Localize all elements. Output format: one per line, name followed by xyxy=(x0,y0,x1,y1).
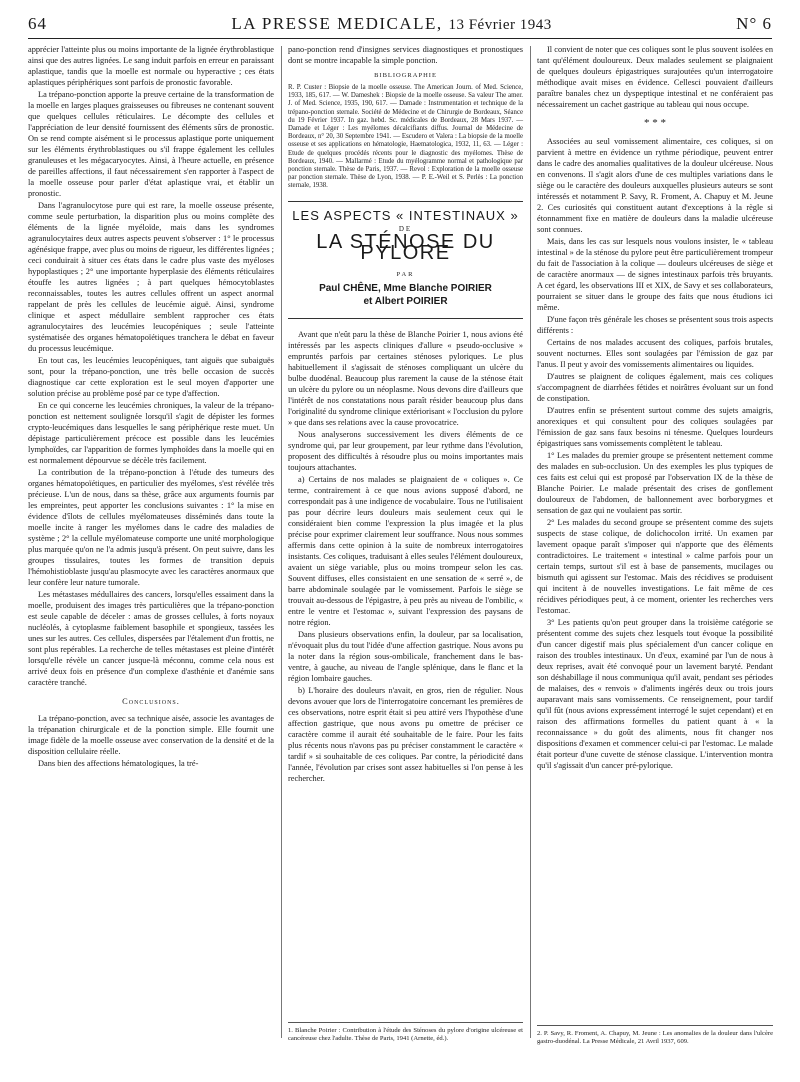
article-authors: et Albert POIRIER xyxy=(363,295,448,307)
article-par: PAR xyxy=(396,270,415,278)
column-2 xyxy=(288,44,523,785)
article-heading xyxy=(288,201,523,319)
paragraph: 1° Les malades du premier groupe se présentent nettement comme des malades en sub-occlusion. Un des exemples les plus typiques de ces faits est celui qui est proposé par l'observation IX de la thèse de Blanche Poirier. Le malade présentait des crises de gonflement douloureux de l'abdomen, de ballonnement avec borborygmes et sensation de gaz qui ne voulaient pas sortir. xyxy=(537,451,773,515)
paragraph: D'autres enfin se présentent surtout comme des sujets amaigris, anorexiques et qui consultent pour des coliques soulagées par l'émission de gaz sans faux besoins ni ténesme. Quelques lourdeurs épigastriques sans vomissements complètent le tableau. xyxy=(537,406,773,448)
paragraph: Avant que n'eût paru la thèse de Blanche Poirier 1, nous avions été intéressés par les aspects cliniques d'allure « pseudo-occlusive » empruntés parfois par certaines sténoses pyloriques. Le plus habituellement il s'agissait de sténoses compliquant un ulcère du bulbe duodénal. Beaucoup plus rarement la cause de la sténose était un ulcère du pylore ou un néoplasme. Nous devons dire d'ailleurs que l'intérêt de nos constatations nous paraît résider beaucoup plus dans l'originalité du syndrome clinique extériorisant « l'occlusion du pylore » que dans ses relations avec la cause provocatrice. xyxy=(288,329,523,427)
paragraph: D'autres se plaignent de coliques également, mais ces coliques s'accompagnent de diarrhées fétides et noirâtres évoluant sur un fond de constipation. xyxy=(537,372,773,403)
paragraph: En ce qui concerne les leucémies chroniques, la valeur de la trépano-ponction est nettement soulignée lorsqu'il s'agit de dépister les formes crypto-leucémiques dans lesquelles le sang périphérique reste muet. Un dépistage particulièrement précoce est possible dans les leucémies lymphoïdes, car l'apparition de formes lymphoïdes dans la moelle qui en est normalement dépourvue se décèle très facilement. xyxy=(28,401,274,465)
journal-name: LA PRESSE MEDICALE, xyxy=(231,14,443,33)
issue-date: 13 Février 1943 xyxy=(448,17,552,33)
paragraph: Nous analyserons successivement les divers éléments de ce syndrome qui, par leur groupement, par leur rythme dans l'évolution, proposent des difficultés à résoudre plus ou moins importantes mais toujours attachantes. xyxy=(288,429,523,472)
issue-number: N° 6 xyxy=(736,14,772,33)
paragraph: La contribution de la trépano-ponction à l'étude des tumeurs des organes hématopoïétiques, en particulier des myélomes, s'est révélée très précieuse. L'un de nous, dans sa thèse, grâce aux arguments fournis par les empreintes, peut apporter les conclusions suivantes : 1° la mise en évidence d'îlots de cellules myélomateuses disséminés dans toute la moelle incite à ranger les myélomes dans le cadre des maladies de système ; 2° la cellule myélomateuse comporte une unité morphologique plus marquée qu'on ne l'a admis jusqu'à présent. On peut suivre, dans les groupes tissulaires, toutes les formes de transition depuis l'hémohistioblaste jusqu'au plasmocyte avec les caractères anormaux que leur confère leur nature tumorale. xyxy=(28,468,274,587)
paragraph: 3° Les patients qu'on peut grouper dans la troisième catégorie se présentent comme des sujets chez lesquels tout évoque la possibilité d'un cancer digestif mais plus spécialement d'un cancer colique en raison des troubles intestinaux. Un d'eux, examiné par l'un de nous à deux reprises, avait été convoqué pour un lavement baryté. Pendant son déshabillage il nous communiqua qu'il avait, pendant ses périodes de malaises, des « renvois » d'aliments ingérés deux ou trois jours auparavant mais sans vomissements. Ce renseignement, pour tardif qu'il fût (nous avions expressément interrogé le sujet cependant) et en raison des affirmations formelles du patient quant à « la reconnaissance » du goût des aliments, nous fit changer nos dispositions d'examen et commencer celui-ci par l'estomac. Le malade était porteur d'une cuvette de sténose classique. L'intervention montra qu'il s'agissait d'un cancer pré-pylorique. xyxy=(537,618,773,770)
paragraph: Dans plusieurs observations enfin, la douleur, par sa localisation, n'évoquait plus du tout l'idée d'une affection gastrique. Nous avons pu la noter dans la région sous-ombilicale, franchement dans le bas-ventre, à gauche, au niveau de l'angle splénique, dans le flanc et la région lombaire gauches. xyxy=(288,629,523,683)
paragraph: pano-ponction rend d'insignes services diagnostiques et pronostiques dont se montre incapable la simple ponction. xyxy=(288,45,523,65)
paragraph: La trépano-ponction, avec sa technique aisée, associe les avantages de la trépanation chirurgicale et de la ponction simple. Elle fournit une image fidèle de la moelle osseuse avec conservation de la densité et de la disposition cellulaire réelle. xyxy=(28,714,274,756)
section-separator-stars: * * * xyxy=(644,117,666,129)
footnote: 2. P. Savy, R. Froment, A. Chapuy, M. Jeune : Les anomalies de la douleur dans l'ulcère gastro-duodénal. La Presse Médicale, 21 Avril 1937, 609. xyxy=(537,1025,773,1046)
paragraph: La trépano-ponction apporte la preuve certaine de la transformation de la moelle en larges plaques graisseuses ou fibreuses ne contenant souvent que quelques cellules réticulaires. Le décompte des cellules et l'appréciation de leur densité fournissent des éléments sûrs de pronostic. On se rend compte aisément si le processus aplastique porte uniquement sur les éléments érythroblastiques ou s'il frappe également les cellules granuleuses et les mégacaryocytes. Ainsi, à l'heure actuelle, en présence de pareilles affections, il faut nécessairement s'en rapporter à l'aspect de la moelle osseuse pour parler d'état aplastique vrai, et établir un pronostic. xyxy=(28,90,274,198)
paragraph: Il convient de noter que ces coliques sont le plus souvent isolées en tant qu'élément douloureux. Deux malades seulement se plaignaient de quelques douleurs épigastriques surajoutées qu'un interrogatoire méthodique avait mises en évidence. Cellesci pouvaient d'ailleurs paraître banales chez un dyspeptique intestinal et ne conféraient pas nécessairement un cachet gastrique au tableau qui nous occupe. xyxy=(537,45,773,109)
paragraph: Mais, dans les cas sur lesquels nous voulons insister, le « tableau intestinal » de la sténose du pylore peut être particulièrement trompeur du fait de l'association à la colique — douleurs ulcéreuses de siège et de caractère anormaux — de signes intestinaux parfois très bruyants. A cet égard, les observations III et XIX, de Savy et ses collaborateurs, pourraient se situer dans le groupe des faits que nous étudions ici même. xyxy=(537,237,773,312)
paragraph: En tout cas, les leucémies leucopéniques, tant aiguës que subaiguës sont, pour la trépano-ponction, une très belle occasion de succès diagnostique car cette exploration est le seul moyen d'apporter une solution précise au problème posé par ce type d'affection. xyxy=(28,356,274,398)
paragraph: a) Certains de nos malades se plaignaient de « coliques ». Ce terme, contrairement à ce que nous avions supposé d'abord, ne correspondait pas à une indigence de vocabulaire. Tous ne l'utilisaient pas pour décrire leurs douleurs mais seulement ceux qui le considéraient bien comme l'expression la plus imagée et la plus précise pour exprimer clairement leur souffrance. Nous nous sommes affermis dans cette opinion à la suite de nombreux interrogatoires insistants. Ces coliques, traduisant à elles seules l'élément douloureux, avaient un siège variable, plus ou moins trompeur selon les cas. Souvent diffuses, elles consistaient en une sensation de « serré », de barre abdominale soulagée par le vomissement. Parfois le siège se trouvait au-dessous de l'épigastre, à peu près au niveau de l'ombilic, « entre le ventre et l'estomac », suivant l'expression des paysans de notre région. xyxy=(288,474,523,627)
paragraph: Dans bien des affections hématologiques, la tré- xyxy=(38,759,199,768)
page-number: 64 xyxy=(28,14,47,33)
paragraph: 2° Les malades du second groupe se présentent comme des sujets suspects de stase colique, de dolichocolon irrité. Un examen par lavement opaque paraît s'imposer qui n'apporte que des éléments contradictoires. Le traitement « intestinal » calme parfois pour un certain temps, surtout s'il est à base de pansements, mucilages ou bismuth qui agissent sur l'estomac. Mais des récidives se produisent qui incitent à de nouvelles investigations. Le fait même de ces récidives périodiques peut, à ce moment, orienter les recherches vers l'estomac. xyxy=(537,518,773,615)
paragraph: Les métastases médullaires des cancers, lorsqu'elles essaiment dans la moelle, produisent des images très particulières que la trépano-ponction est seule capable de déceler : amas de grosses cellules, à forts noyaux nucléolés, à cytoplasme faiblement basophile et spongieux, tassées les unes sur les autres. Ces cellules, dispersées par l'étalement d'un frottis, ne sont plus repérables. La recherche de telles métastases est pleine d'intérêt lorsqu'elle révèle un cancer jusque-là méconnu, comme cela nous est arrivé deux fois en présence d'un complexe d'asthénie et d'anémie sans caractère tranché. xyxy=(28,590,274,687)
footnote: 1. Blanche Poirier : Contribution à l'étude des Sténoses du pylore d'origine ulcéreuse et cancéreuse chez l'adulte. Thèse de Paris, 1941 (Arnette, éd.). xyxy=(288,1022,523,1043)
paragraph: Certains de nos malades accusent des coliques, parfois brutales, souvent nocturnes. Elles sont soulagées par l'émission de gaz par l'anus. Il peut y avoir des vomissements alimentaires ou liquides. xyxy=(537,338,773,369)
column-rule xyxy=(530,46,531,1038)
article-title-de: DE xyxy=(398,224,413,233)
paragraph: D'une façon très générale les choses se présentent sous trois aspects différents : xyxy=(537,315,773,335)
column-rule xyxy=(281,46,282,1038)
bibliography: R. P. Custer : Biopsie de la moelle osseuse. The American Journ. of Med. Science, 1933, 185, 617. — W. Dameshek : Biopsie de la moelle osseuse. Sa valeur The amer. J. of Med. Science, 1935, 190, 617. — Damade : Instrumentation et technique de la trépano-ponction sternale. Société de Médecine et de Chirurgie de Bordeaux, Séance du 19 Février 1937. In gaz. hebd. Sc. médicales de Bordeaux, 28 Mars 1937. — Damade et Léger : Les myélomes décalcifiants diffus. Journal de Médecine de Bordeaux, n° 20, 30 Septembre 1941. — Escudero et Valera : La biopsie de la moelle osseuse et ses applications en hématologie, Haematologica, 1932, 11, 63. — Léger : Etude de quelques procédés récents pour le diagnostic des myélomes. Thèse de Bordeaux, 1940. — Mallarmé : Etude du myélogramme normal et pathologique par ponction sternale. Thèse de Paris, 1937. — Revol : Exploration de la moelle osseuse par ponction sternale. Thèse de Lyon, 1938. — P. E.-Weil et S. Perlès : La ponction sternale, 1938. xyxy=(288,84,523,190)
article-title-line-2: LA STÉNOSE DU PYLORE xyxy=(316,230,495,264)
journal-title xyxy=(231,14,551,34)
column-3 xyxy=(537,44,773,772)
paragraph: apprécier l'atteinte plus ou moins importante de la lignée érythroblastique ainsi que des autres lignées. Le sang induit parfois en erreur en paraissant aplastique, tandis que la moelle est normale ou hyperactive ; ces états aplastiques périphériques sont parfois de pronostic favorable. xyxy=(28,45,274,87)
article-title-line-1: LES ASPECTS « INTESTINAUX » xyxy=(292,207,519,223)
column-1 xyxy=(28,44,274,770)
bibliography-heading: BIBLIOGRAPHIE xyxy=(374,72,437,79)
paragraph: Associées au seul vomissement alimentaire, ces coliques, si on parvient à mettre en évidence un rythme périodique, peuvent entrer dans le cadre des anomalies qualitatives de la douleur ulcéreuse. Nous en convenons. Il s'agit alors d'une de ces multiples variations dans le siège ou le caractère des douleurs auxquelles plusieurs auteurs se sont intéressés et notamment P. Savy, R. Froment, A. Chapuy et M. Jeune 2. Ces curiosités qui constituent autant d'exceptions à la règle si étonnamment fixe en matière de douleurs dans la maladie ulcéreuse sont connues. xyxy=(537,137,773,234)
section-heading: Conclusions. xyxy=(122,697,180,706)
paragraph: Dans l'agranulocytose pure qui est rare, la moelle osseuse présente, comme seule perturbation, la disparition plus ou moins complète des éléments de la lignée myéloïde, mais dans les syndromes agranulocytaires deux autres aspects peuvent s'observer : 1° le processus agénésique frappe, avec plus ou moins de rigueur, les différentes lignées ; ceci conduirait à situer ces états dans le cadre plus vaste des myéloses hypoplastiques ; 2° une importante hyperplasie des éléments réticulaires étouffe les autres lignées ; à part quelques hémocytoblastes reconnaissables, toutes les autres cellules offrent un aspect anormal rappelant de près les cellules de leucémie aiguë. Ainsi, syndrome clinique et aspect médullaire semblent rapprocher ces états agranulocytaires des leucémies leucopéniques ; seule l'atteinte systématisée des organes hématopoïétiques tranchera le débat en faveur du processus leucémique. xyxy=(28,201,274,353)
article-authors: Paul CHÊNE, Mme Blanche POIRIER xyxy=(319,282,492,294)
paragraph: b) L'horaire des douleurs n'avait, en gros, rien de régulier. Nous devons avouer que lors de l'interrogatoire concernant les premières de ces observations, notre esprit était si peu attiré vers l'hypothèse d'une affection gastrique, que nous avons pu omettre de préciser ce caractère comme il aurait été souhaitable de le faire. Pour les faits plus récents nous n'avons pas pu préciser constamment le caractère « tardif » si souhaitable de ces coliques. Par contre, la périodicité dans l'année, l'évolution par crises sont assez habituelles si l'on pense à les rechercher. xyxy=(288,685,523,783)
page-header xyxy=(28,14,772,39)
